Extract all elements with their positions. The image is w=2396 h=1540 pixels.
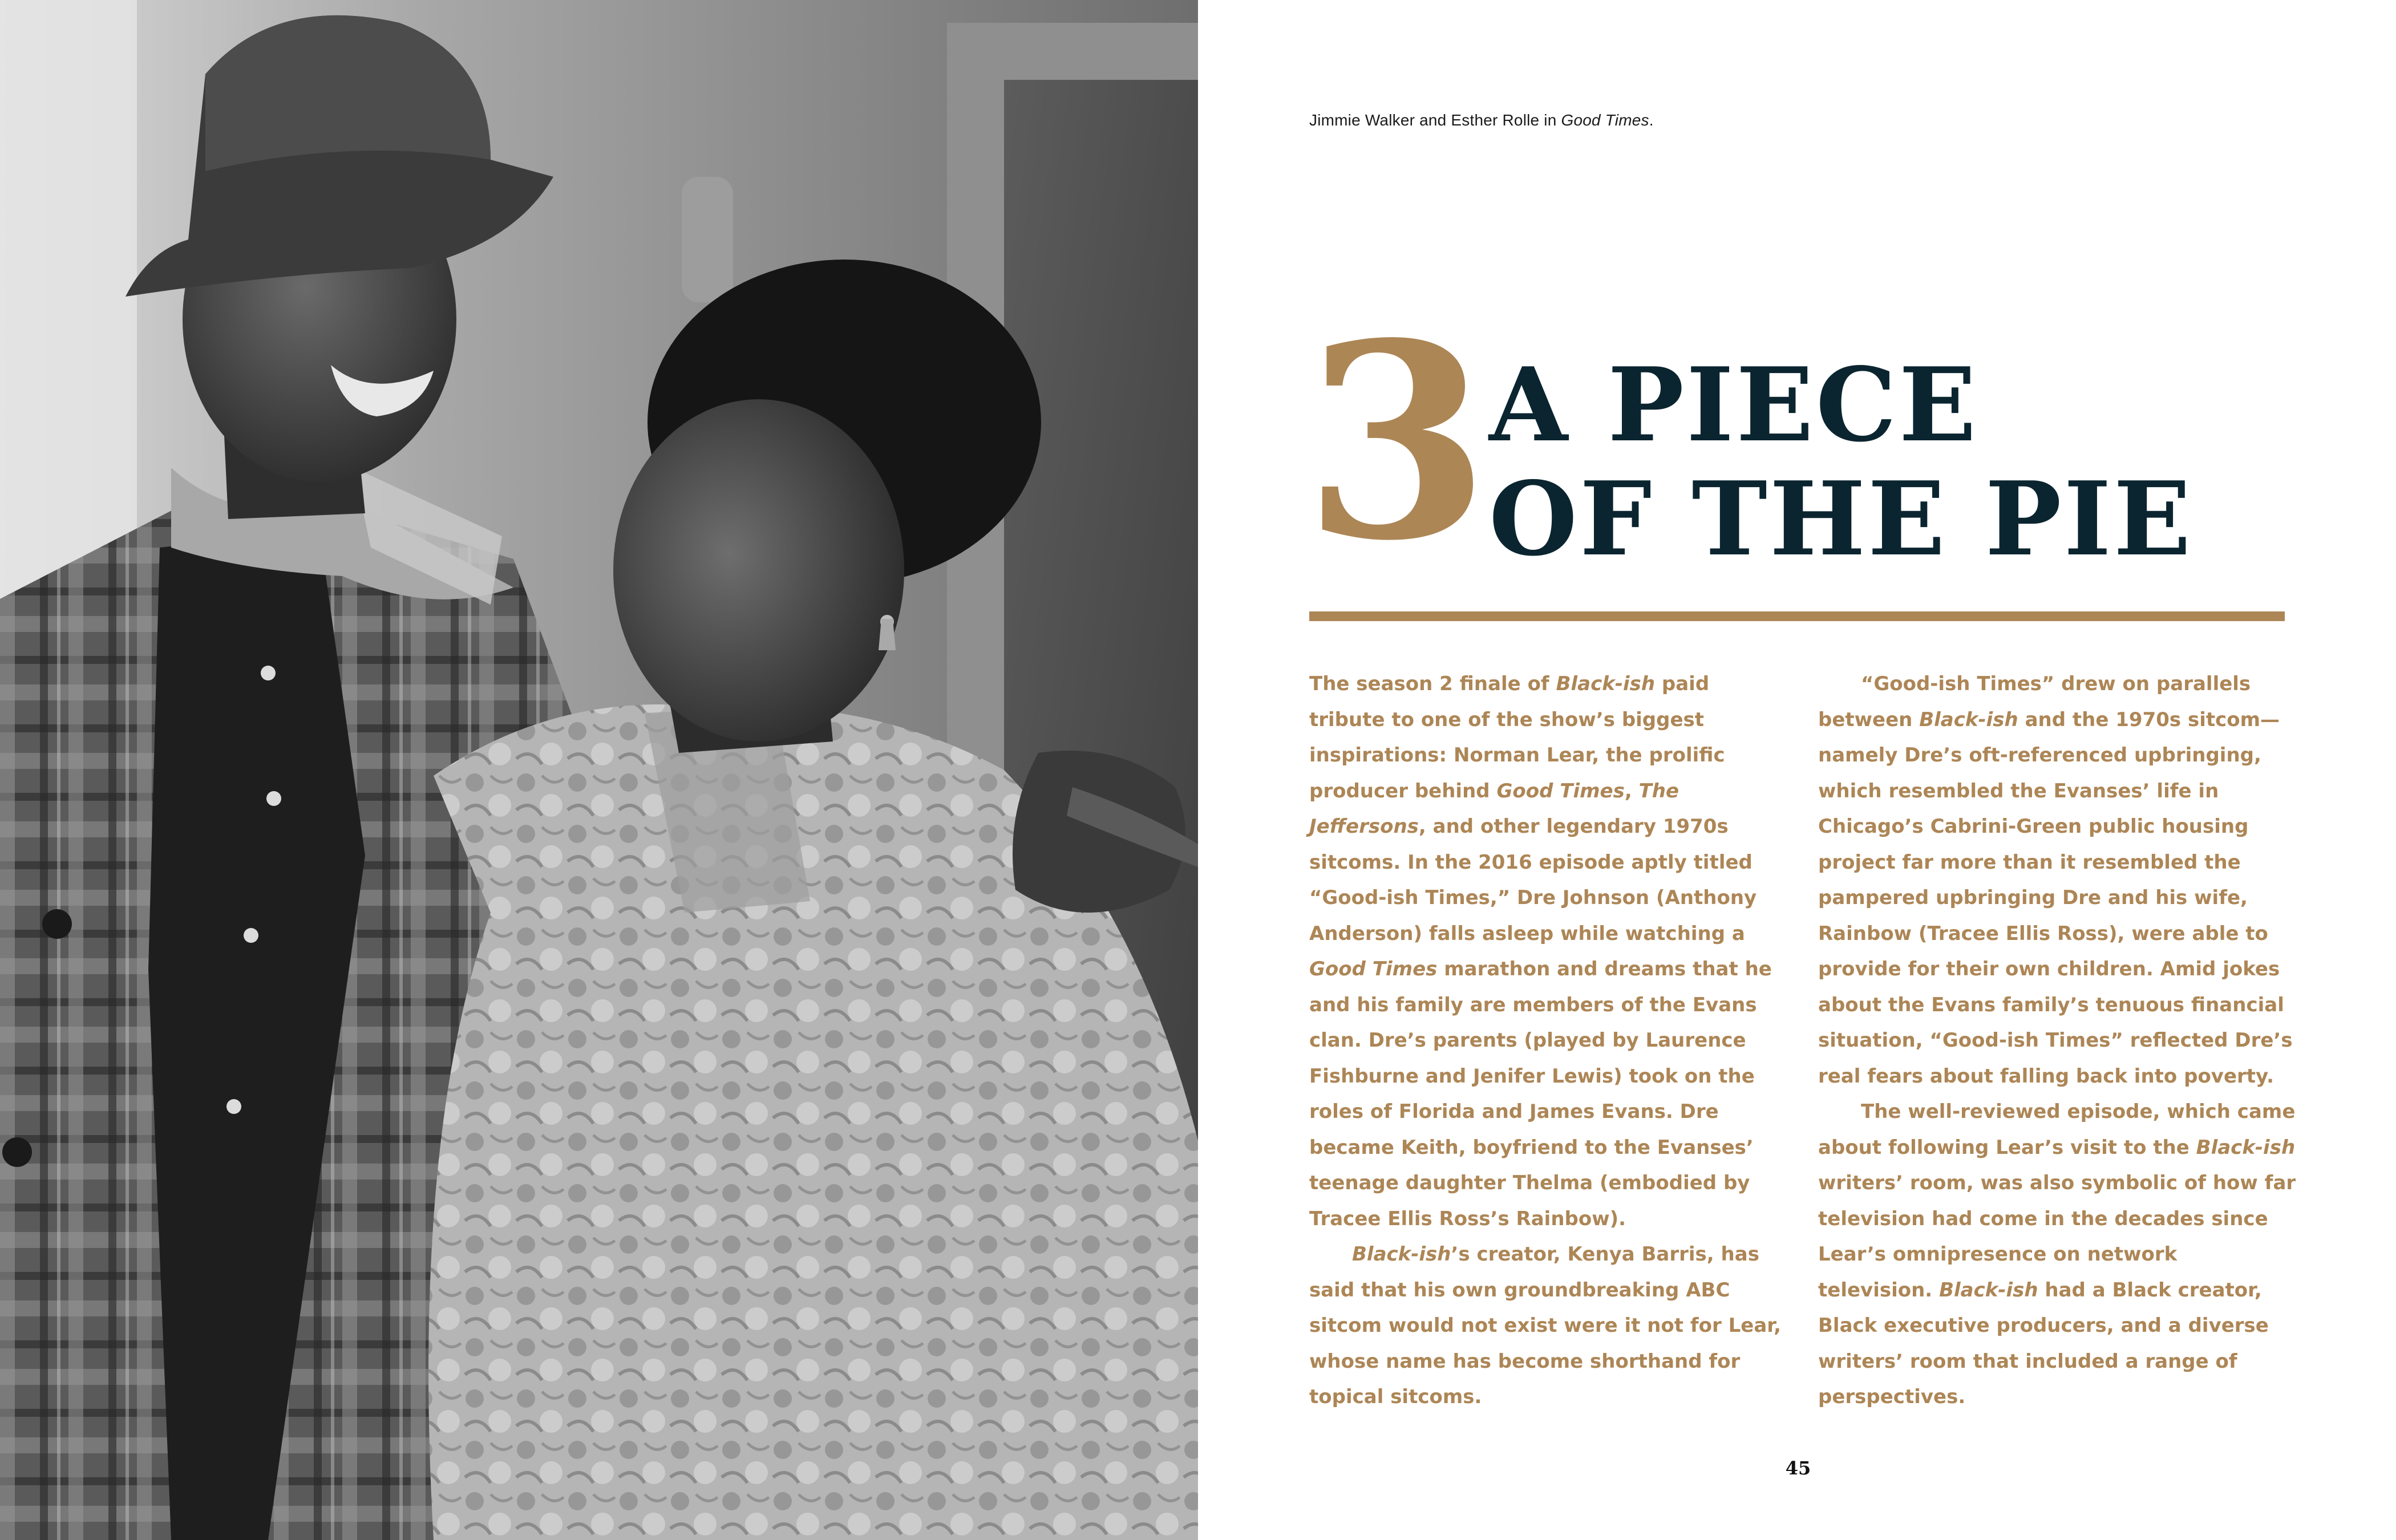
body-text: had a Black creator, Black executive producers, and a diverse writers’ room that included a range of perspectives.: [1818, 1278, 2269, 1408]
italic-title: Black-ish: [1556, 672, 1656, 695]
body-column-left: [1309, 666, 1788, 1415]
italic-title: Good Times: [1309, 958, 1438, 980]
italic-title: Black-ish: [1352, 1243, 1451, 1266]
chapter-title-line-2: OF THE PIE: [1489, 459, 2193, 578]
italic-title: Black-ish: [2196, 1136, 2296, 1159]
body-paragraph: [1818, 666, 2297, 1094]
chapter-number: 3: [1304, 285, 1485, 599]
body-text: paid tribute to one of the show’s biggest inspirations: Norman Lear, the prolific producer behind: [1309, 672, 1725, 803]
italic-title: Black-ish: [1919, 708, 2018, 731]
body-text: The season 2 finale of: [1309, 672, 1556, 695]
body-text: marathon and dreams that he and his family are members of the Evans clan. Dre’s parents (played by Laurence Fishburne and Jenifer Lewis) took on the roles of Florida and James Evans. Dre became Keith, boyfriend to the Evanses’ teenage daughter Thelma (embodied by Tracee Ellis Ross’s Rainbow).: [1309, 958, 1772, 1230]
caption-show-title: Good Times: [1561, 111, 1649, 129]
body-text: ,: [1624, 779, 1639, 803]
body-text: , and other legendary 1970s sitcoms. In the 2016 episode aptly titled “Good-ish Times,” Dre Johnson (Anthony Anderson) falls asleep while watching a: [1309, 815, 1757, 945]
body-text: “Good-ish Times” drew on parallels between: [1818, 672, 2251, 731]
italic-title: The Jeffersons: [1309, 779, 1679, 838]
chapter-title-line-1: A PIECE: [1489, 345, 1979, 464]
body-paragraph: [1818, 1094, 2297, 1415]
page-number: 45: [1785, 1457, 1811, 1479]
body-text: The well-reviewed episode, which came about following Lear’s visit to the: [1818, 1100, 2296, 1159]
body-paragraph: [1309, 666, 1788, 1237]
italic-title: Good Times: [1496, 779, 1625, 803]
chapter-title: [1489, 345, 2193, 578]
photo-caption: Jimmie Walker and Esther Rolle in Good Times.: [1309, 111, 1654, 129]
body-column-right: [1818, 666, 2297, 1415]
italic-title: Black-ish: [1939, 1278, 2038, 1302]
chapter-divider-rule: [1309, 611, 2285, 621]
body-paragraph: [1309, 1237, 1788, 1415]
body-text: ’s creator, Kenya Barris, has said that his own groundbreaking ABC sitcom would not exist were it not for Lear, whose name has become shorthand for topical sitcoms.: [1309, 1243, 1781, 1408]
body-text: and the 1970s sitcom—namely Dre’s oft-referenced upbringing, which resembled the Evanses’ life in Chicago’s Cabrini-Green public housing project far more than it resembled the pampered upbringing Dre and his wife, Rainbow (Tracee Ellis Ross), were able to provide for their own children. Amid jokes about the Evans family’s tenuous financial situation, “Good-ish Times” reflected Dre’s real fears about falling back into poverty.: [1818, 708, 2293, 1088]
body-text: writers’ room, was also symbolic of how far television had come in the decades since Lear’s omnipresence on network television.: [1818, 1172, 2296, 1302]
